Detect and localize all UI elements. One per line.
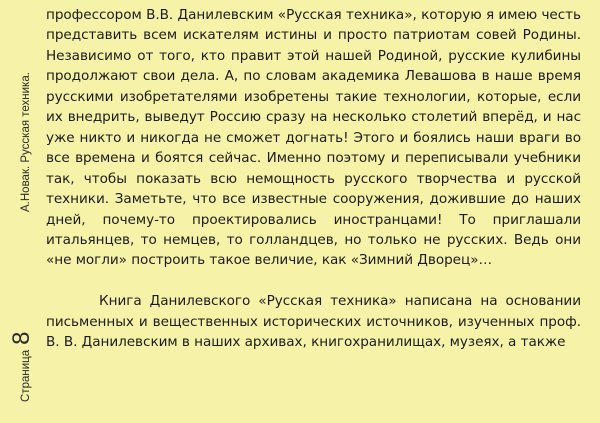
paragraph: профессором В.В. Данилевским «Русская техника», которую я имею честь представить всем искателям истины и просто патриотам совей Родины. Независимо от того, кто правит этой нашей Родиной, русские кулибины продолжают свои дела. А, по словам академика Левашова в наше время русскими изобретателями изобретены такие технологии, которые, если их внедрить, выведут Россию сразу на несколько столетий вперёд, и нас уже никто и никогда не сможет догнать! Этого и боялись наши враги во все времена и боятся сейчас. Именно поэтому и переписывали учебники так, чтобы показать всю немощность русского творчества и русской техники. Заметьте, что все известные сооружения, дожившие до наших дней, почему-то проектировались иностранцами! То приглашали итальянцев, то немцев, то голландцев, но только не русских. Ведь они «не могли» построить такое величие, как «Зимний Дворец»… bbox=[46, 7, 581, 269]
page-number-block bbox=[8, 282, 40, 402]
page-label: Страница bbox=[20, 349, 32, 402]
paragraph: Книга Данилевского «Русская техника» написана на основании письменных и вещественных исторических источников, изученных проф. В. В. Данилевским в наших архивах, книгохранилищах, музеях, а также bbox=[46, 293, 581, 351]
running-header-text: А.Новак. Русская техника. bbox=[20, 72, 32, 212]
body-text bbox=[46, 5, 581, 353]
page-number: 8 bbox=[8, 331, 35, 345]
running-header bbox=[16, 62, 38, 212]
